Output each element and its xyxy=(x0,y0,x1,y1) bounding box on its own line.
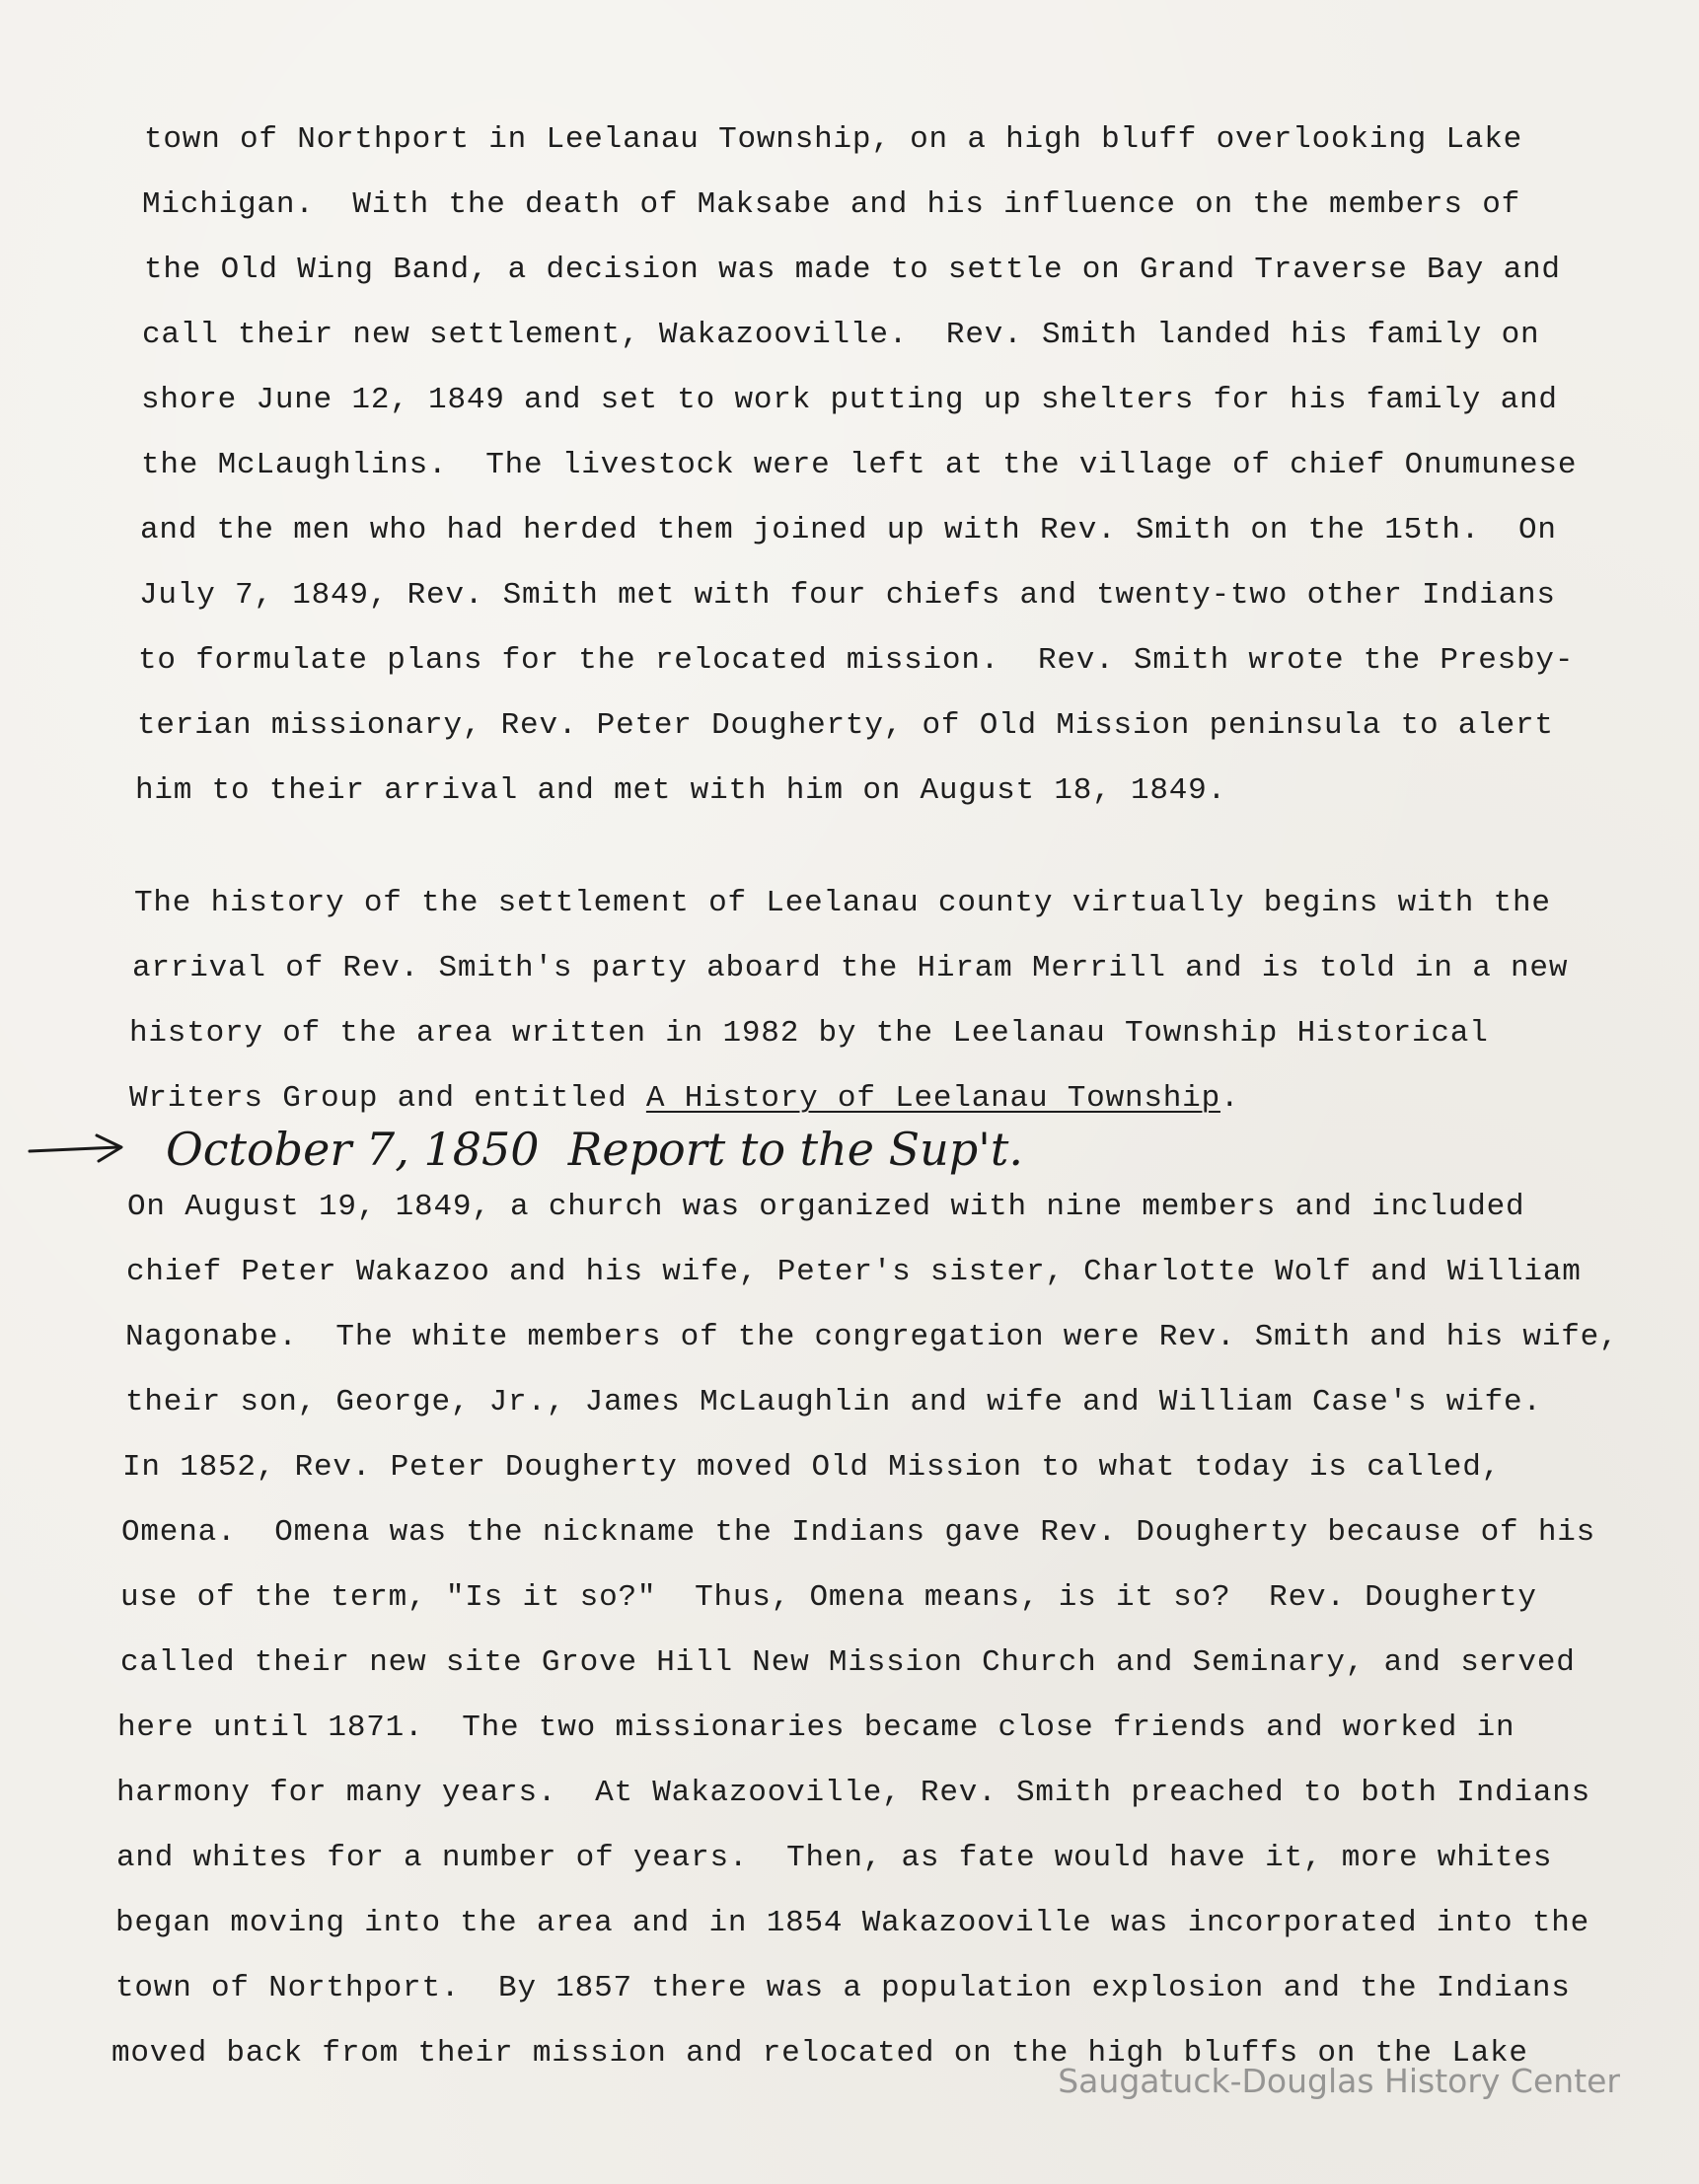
text-fragment: . xyxy=(1219,1081,1240,1116)
text-line: Omena. Omena was the nickname the Indians gave Rev. Dougherty because of his xyxy=(121,1515,1596,1550)
text-line: history of the area written in 1982 by the Leelanau Township Historical xyxy=(129,1016,1489,1051)
text-line: the Old Wing Band, a decision was made to settle on Grand Traverse Bay and xyxy=(144,253,1561,287)
text-line: to formulate plans for the relocated mission. Rev. Smith wrote the Presby- xyxy=(138,643,1575,678)
text-line: and the men who had herded them joined up with Rev. Smith on the 15th. On xyxy=(140,513,1557,547)
text-line: him to their arrival and met with him on August 18, 1849. xyxy=(135,773,1226,808)
text-line: town of Northport. By 1857 there was a population explosion and the Indians xyxy=(115,1971,1571,2005)
text-line: began moving into the area and in 1854 Wakazooville was incorporated into the xyxy=(115,1906,1590,1940)
text-line: terian missionary, Rev. Peter Dougherty, of Old Mission peninsula to alert xyxy=(137,708,1554,743)
text-line: call their new settlement, Wakazooville. Rev. Smith landed his family on xyxy=(142,318,1540,352)
text-line: town of Northport in Leelanau Township, on a high bluff overlooking Lake xyxy=(144,122,1523,157)
text-line: arrival of Rev. Smith's party aboard the Hiram Merrill and is told in a new xyxy=(132,951,1569,985)
text-line: harmony for many years. At Wakazooville, Rev. Smith preached to both Indians xyxy=(116,1776,1591,1810)
text-line: moved back from their mission and relocated on the high bluffs on the Lake xyxy=(111,2036,1528,2071)
text-line: use of the term, "Is it so?" Thus, Omena means, is it so? Rev. Dougherty xyxy=(120,1580,1537,1615)
text-line xyxy=(129,1081,1239,1117)
text-line: On August 19, 1849, a church was organized with nine members and included xyxy=(127,1190,1525,1224)
text-line: and whites for a number of years. Then, as fate would have it, more whites xyxy=(116,1841,1553,1875)
text-line: shore June 12, 1849 and set to work putting up shelters for his family and xyxy=(141,383,1558,417)
handwritten-note-text: October 7, 1850 Report to the Sup't. xyxy=(166,1123,1023,1176)
watermark: Saugatuck-Douglas History Center xyxy=(1058,2062,1620,2100)
text-line: July 7, 1849, Rev. Smith met with four chiefs and twenty-two other Indians xyxy=(139,578,1556,613)
text-line: Michigan. With the death of Maksabe and his influence on the members of xyxy=(142,187,1521,222)
text-line: Nagonabe. The white members of the congregation were Rev. Smith and his wife, xyxy=(125,1320,1619,1354)
text-line: chief Peter Wakazoo and his wife, Peter's sister, Charlotte Wolf and William xyxy=(126,1255,1582,1289)
text-line: the McLaughlins. The livestock were left at the village of chief Onumunese xyxy=(141,448,1578,482)
text-fragment: Writers Group and entitled xyxy=(129,1081,646,1116)
text-line: their son, George, Jr., James McLaughlin and wife and William Case's wife. xyxy=(125,1385,1542,1420)
text-line: In 1852, Rev. Peter Dougherty moved Old Mission to what today is called, xyxy=(122,1450,1502,1485)
arrow-right-icon xyxy=(28,1129,126,1169)
book-title: A History of Leelanau Township xyxy=(645,1081,1220,1116)
text-line: called their new site Grove Hill New Mission Church and Seminary, and served xyxy=(120,1645,1576,1680)
text-line: The history of the settlement of Leelanau county virtually begins with the xyxy=(134,886,1551,920)
handwritten-note xyxy=(28,1123,1023,1176)
text-line: here until 1871. The two missionaries became close friends and worked in xyxy=(117,1711,1515,1745)
